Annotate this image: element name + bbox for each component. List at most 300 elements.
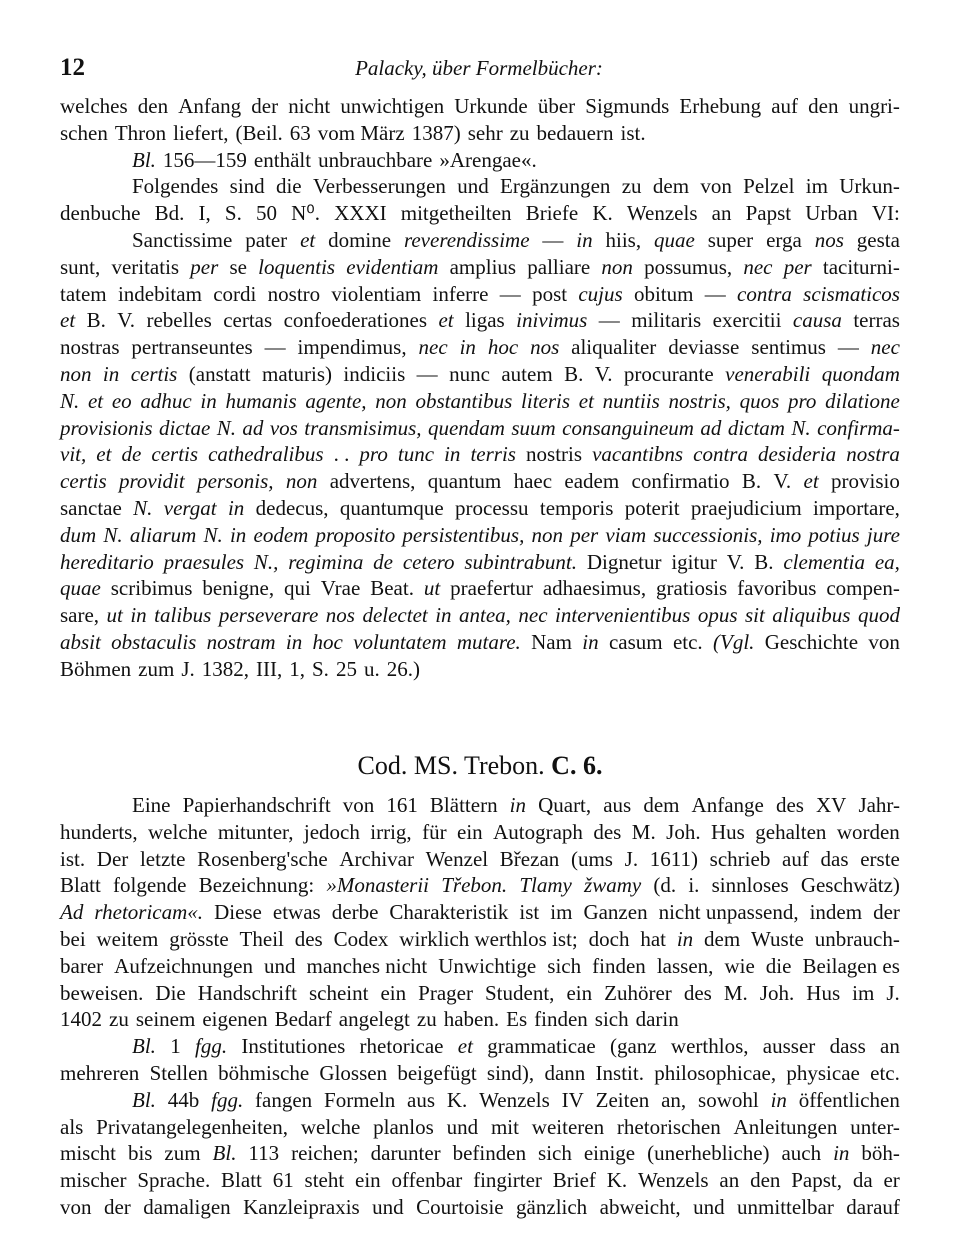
word: 1,: [289, 656, 305, 681]
word: obitum: [633, 281, 694, 306]
word: »Arengae«.: [439, 147, 537, 172]
word: bis: [127, 1141, 153, 1166]
word: zu: [621, 174, 642, 199]
word: unwichtigen: [340, 94, 445, 118]
word: indiciis: [343, 361, 406, 386]
word: mitgetheilten: [400, 201, 512, 226]
word: derbe: [331, 900, 379, 925]
word: M.: [631, 819, 656, 844]
word: Erhebung: [679, 94, 762, 118]
word: seinem: [135, 1007, 196, 1032]
word: scheint: [308, 980, 369, 1005]
text-line: [60, 1194, 900, 1221]
word: J.: [181, 656, 195, 681]
word: Hus: [711, 819, 745, 844]
word: imo: [769, 522, 802, 547]
word: nostra: [846, 442, 900, 467]
word: Charakteristik: [389, 900, 509, 925]
word: Jahr-: [858, 793, 900, 817]
text-line: [60, 899, 900, 926]
word: successionis,: [653, 522, 763, 547]
word: literis: [521, 388, 571, 413]
word: K.: [606, 1168, 628, 1193]
word: K.: [446, 1087, 468, 1112]
word: Sprache.: [137, 1168, 211, 1193]
word: militaris: [631, 308, 702, 333]
word: vit,: [60, 442, 87, 467]
word: hiis,: [605, 227, 642, 252]
word: Codex: [333, 926, 389, 951]
word: an,: [661, 1087, 687, 1112]
word: obstantibus: [415, 388, 513, 413]
word: hat: [640, 926, 666, 951]
word: Sanctissime: [132, 227, 233, 252]
word: qui: [284, 576, 311, 601]
word: fgg.: [211, 1087, 244, 1112]
word: zum: [164, 1141, 201, 1166]
word: ut: [106, 603, 123, 628]
word: darin: [635, 1007, 679, 1032]
word: in: [102, 361, 120, 386]
word: cathedralibus: [208, 442, 324, 467]
word: an: [880, 1034, 900, 1059]
word: XV: [816, 793, 847, 817]
word: 1387): [411, 120, 461, 145]
text-line: [60, 495, 900, 522]
word: etc.: [870, 1060, 900, 1085]
text-line: [60, 629, 900, 656]
word: Student,: [485, 980, 555, 1005]
word: Archivar: [339, 846, 414, 871]
word: jedoch: [303, 819, 360, 844]
word: beweisen.: [60, 980, 144, 1005]
word: in: [459, 335, 476, 360]
word: ist.: [620, 120, 646, 145]
word: certis: [151, 442, 199, 467]
word: indebitam: [117, 281, 202, 306]
word: non: [531, 522, 564, 547]
word: Privatangelegenheiten,: [96, 1114, 288, 1139]
word: viam: [605, 522, 647, 547]
word: autem: [501, 361, 553, 386]
word: Unwichtige: [438, 953, 537, 978]
word: Blättern: [429, 793, 498, 817]
word: et: [803, 469, 819, 494]
word: der: [103, 1194, 131, 1219]
word: potius: [808, 522, 860, 547]
word: 44b: [167, 1087, 200, 1112]
word: jure: [866, 522, 900, 547]
word: in: [576, 227, 593, 252]
word: absit: [60, 629, 101, 654]
word: ut: [423, 576, 441, 601]
word: inferre: [432, 281, 489, 306]
word: nos: [814, 227, 844, 252]
word: Wenzels: [479, 1087, 550, 1112]
word: Glossen: [319, 1060, 388, 1085]
text-line: [60, 1033, 900, 1060]
word: der: [251, 94, 279, 118]
word: nos: [325, 603, 355, 628]
word: Ganzen: [583, 900, 648, 925]
word: sit: [744, 603, 765, 628]
word: beigefügt: [397, 1060, 477, 1085]
word: nuntiis: [602, 388, 660, 413]
word: vos: [269, 415, 298, 440]
word: tunc: [397, 442, 435, 467]
word: Thron: [114, 120, 167, 145]
text-line: [60, 846, 900, 873]
word: —: [416, 361, 438, 386]
word: Beilagen es: [802, 953, 900, 978]
word: violentiam: [331, 281, 422, 306]
word: Böhmen: [60, 656, 132, 681]
word: scribimus: [110, 576, 193, 601]
word: de: [121, 442, 142, 467]
word: Instit.: [595, 1060, 644, 1085]
word: Wenzel: [425, 846, 489, 871]
word: Stellen: [149, 1060, 208, 1085]
word: unbrauch-: [814, 926, 900, 951]
word: importare,: [813, 495, 900, 520]
word: nostram: [206, 629, 276, 654]
word: u.: [363, 656, 380, 681]
word: Tlamy: [519, 873, 572, 898]
word: non: [601, 254, 633, 279]
word: physicae: [786, 1060, 860, 1085]
word: quae: [60, 576, 101, 601]
text-line: [60, 334, 900, 361]
word: et: [87, 388, 104, 413]
word: et: [578, 388, 594, 413]
word: nunc: [449, 361, 490, 386]
word: 161: [386, 793, 418, 817]
word: in: [676, 926, 694, 951]
word: Bl.: [212, 1141, 237, 1166]
word: in: [582, 629, 599, 654]
word: wie: [724, 953, 755, 978]
word: aliquibus: [772, 603, 851, 628]
word: Anfange: [691, 793, 764, 817]
word: fangen: [255, 1087, 313, 1112]
word: werthlos,: [670, 1034, 749, 1059]
word: Bd.: [154, 201, 185, 226]
word: damaligen: [143, 1194, 231, 1219]
word: ein: [566, 980, 593, 1005]
word: V.: [594, 361, 613, 386]
word: V.: [117, 308, 136, 333]
word: aus: [603, 793, 632, 817]
word: zu: [509, 120, 530, 145]
word: in: [227, 495, 245, 520]
word: praejudicium: [690, 495, 802, 520]
word: IV: [561, 1087, 584, 1112]
word: Wuste: [751, 926, 804, 951]
word: Theil: [239, 926, 284, 951]
word: opus: [697, 603, 738, 628]
word: mit: [490, 1114, 519, 1139]
word: clementia: [783, 549, 865, 574]
word: Beat.: [370, 576, 414, 601]
word: enthält: [253, 147, 312, 172]
word: Ad: [60, 900, 84, 925]
word: welche: [300, 1114, 361, 1139]
word: intervenientibus: [555, 603, 691, 628]
word: inivimus: [516, 308, 588, 333]
word: —: [704, 281, 726, 306]
word: schen: [60, 120, 108, 145]
word: provisio: [831, 469, 900, 494]
word: contra: [693, 442, 748, 467]
word: Quart,: [538, 793, 592, 817]
word: liefert,: [173, 120, 229, 145]
word: providit: [119, 469, 185, 494]
word: non: [375, 388, 407, 413]
section-codex-text: [60, 792, 900, 1221]
word: B.: [754, 549, 774, 574]
word: et: [457, 1034, 473, 1059]
word: letzte: [139, 846, 186, 871]
word: Geschwätz): [800, 873, 900, 898]
word: voluntatem: [353, 629, 447, 654]
word: irrig,: [370, 819, 412, 844]
word: agente,: [305, 388, 367, 413]
word: evidentiam: [346, 254, 439, 279]
word: Bl.: [132, 1034, 156, 1059]
section-heading-prefix: Cod. MS. Trebon.: [357, 751, 545, 780]
text-line: [60, 173, 900, 200]
text-line: [60, 468, 900, 495]
word: reichen;: [291, 1141, 359, 1166]
word: (unerhebliche): [647, 1141, 770, 1166]
word: J.: [624, 846, 639, 871]
word: ein: [380, 980, 407, 1005]
word: Papierhandschrift: [182, 793, 331, 817]
word: B.: [564, 361, 584, 386]
word: ungri-: [848, 94, 900, 118]
word: ausser: [762, 1034, 816, 1059]
word: indem: [809, 900, 863, 925]
word: in: [509, 793, 526, 817]
word: antea,: [459, 603, 511, 628]
word: vergat: [163, 495, 217, 520]
word: im: [852, 980, 875, 1005]
word: »Monasterii: [326, 873, 430, 898]
text-line: [60, 227, 900, 254]
word: quantumque: [339, 495, 444, 520]
text-line: [60, 926, 900, 953]
word: Courtoisie: [416, 1194, 504, 1219]
text-line: [60, 1114, 900, 1141]
word: unbrauchbare: [318, 147, 433, 172]
word: Papst: [745, 201, 792, 226]
word: und: [446, 1114, 479, 1139]
word: finden: [534, 1007, 588, 1032]
word: erga: [766, 227, 802, 252]
word: in: [833, 1141, 850, 1166]
word: N.,: [253, 549, 279, 574]
word: Prager: [418, 980, 473, 1005]
word: (Vgl.: [713, 629, 755, 654]
word: Kanzleipraxis: [243, 1194, 360, 1219]
word: 156—159: [162, 147, 247, 172]
word: den: [750, 1168, 781, 1193]
text-line: [60, 361, 900, 388]
word: offenbar: [391, 1168, 463, 1193]
word: subintrabunt.: [464, 549, 577, 574]
word: einige: [583, 1141, 636, 1166]
word: dem: [652, 174, 690, 199]
word: N.: [60, 388, 80, 413]
word: pater: [245, 227, 288, 252]
word: zu: [416, 1007, 437, 1032]
word: personis,: [197, 469, 274, 494]
word: und: [263, 953, 296, 978]
word: im: [550, 900, 573, 925]
word: grösste: [169, 926, 229, 951]
word: sunt,: [60, 254, 101, 279]
word: quantum: [427, 469, 502, 494]
word: rhetoricae: [359, 1034, 444, 1059]
word: Joh.: [666, 819, 701, 844]
word: de: [373, 549, 393, 574]
word: in: [435, 603, 452, 628]
word: favoribus: [737, 576, 817, 601]
word: nostro: [267, 281, 321, 306]
word: darunter: [370, 1141, 441, 1166]
word: nec: [870, 335, 900, 360]
word: von: [60, 1194, 92, 1219]
text-line: [60, 602, 900, 629]
word: hoc: [487, 335, 519, 360]
word: eo: [111, 388, 132, 413]
word: 113: [248, 1141, 280, 1166]
word: Blatt: [221, 1168, 262, 1193]
text-line: [60, 522, 900, 549]
word: consanguineum: [562, 415, 694, 440]
word: III,: [256, 656, 283, 681]
word: dem: [704, 926, 741, 951]
word: in: [200, 388, 217, 413]
word: manches nicht: [306, 953, 428, 978]
word: V.: [726, 549, 745, 574]
word: den: [137, 94, 169, 118]
word: sentimus: [751, 335, 826, 360]
word: certis: [60, 469, 107, 494]
word: obstaculis: [111, 629, 197, 654]
text-line: [60, 441, 900, 468]
word: cetero: [402, 549, 455, 574]
word: —: [598, 308, 620, 333]
word: fingirter: [473, 1168, 542, 1193]
word: mischt: [60, 1141, 116, 1166]
word: haec: [513, 469, 553, 494]
word: S.: [312, 656, 329, 681]
word: exercitii: [712, 308, 782, 333]
word: Formeln: [324, 1087, 396, 1112]
word: tatem: [60, 281, 107, 306]
word: non: [60, 361, 92, 386]
word: Es: [506, 1007, 528, 1032]
word: pro: [788, 388, 817, 413]
word: Ergänzungen: [500, 174, 611, 199]
word: von: [868, 629, 900, 654]
word: adhaesimus,: [542, 576, 647, 601]
text-line: [60, 147, 900, 174]
word: Pelzel: [743, 174, 795, 199]
word: mehreren: [60, 1060, 140, 1085]
word: Joh.: [759, 980, 795, 1005]
word: compen-: [826, 576, 900, 601]
word: cordi: [213, 281, 257, 306]
word: N.: [103, 522, 123, 547]
text-line: [60, 872, 900, 899]
word: per: [570, 522, 599, 547]
word: für: [422, 819, 447, 844]
word: pertranseuntes: [131, 335, 253, 360]
word: Handschrift: [197, 980, 297, 1005]
text-line: [60, 1006, 900, 1033]
word: unter-: [850, 1114, 900, 1139]
word: —: [542, 227, 564, 252]
word: amplius: [449, 254, 517, 279]
word: sich: [538, 1141, 572, 1166]
word: Urban: [805, 201, 858, 226]
word: ein: [457, 819, 483, 844]
word: aliqualiter: [571, 335, 657, 360]
word: haben.: [443, 1007, 500, 1032]
word: —: [837, 335, 859, 360]
word: quos: [739, 388, 780, 413]
word: das: [820, 846, 849, 871]
word: unmittelbar: [737, 1194, 834, 1219]
word: B.: [86, 308, 106, 333]
word: nostris: [526, 442, 583, 467]
word: transmisimus,: [304, 415, 422, 440]
word: ligas: [465, 308, 505, 333]
word: wirklich werthlos ist;: [399, 926, 578, 951]
word: Bl.: [132, 147, 156, 172]
word: vom März: [317, 120, 405, 145]
word: fgg.: [195, 1034, 228, 1059]
word: etwas: [272, 900, 321, 925]
word: sanctae: [60, 495, 122, 520]
word: rhetorischen: [616, 1114, 721, 1139]
text-line: [60, 415, 900, 442]
text-line: [60, 281, 900, 308]
word: Zeiten: [595, 1087, 650, 1112]
word: von: [700, 174, 732, 199]
word: 1382,: [201, 656, 250, 681]
text-line: [60, 120, 900, 147]
word: confirma-: [817, 415, 900, 440]
section-codex: [60, 734, 900, 1221]
word: hereditario: [60, 549, 154, 574]
word: domine: [328, 227, 392, 252]
word: gehalten: [755, 819, 827, 844]
word: an: [711, 201, 732, 226]
word: von: [342, 793, 375, 817]
word: confoederationes: [283, 308, 428, 333]
word: taciturni-: [822, 254, 900, 279]
text-line: [60, 819, 900, 846]
word: des: [683, 980, 712, 1005]
text-line: [60, 792, 900, 819]
word: —: [499, 281, 521, 306]
text-line: [60, 1140, 900, 1167]
word: persistentibus,: [402, 522, 525, 547]
word: B.: [741, 469, 762, 494]
